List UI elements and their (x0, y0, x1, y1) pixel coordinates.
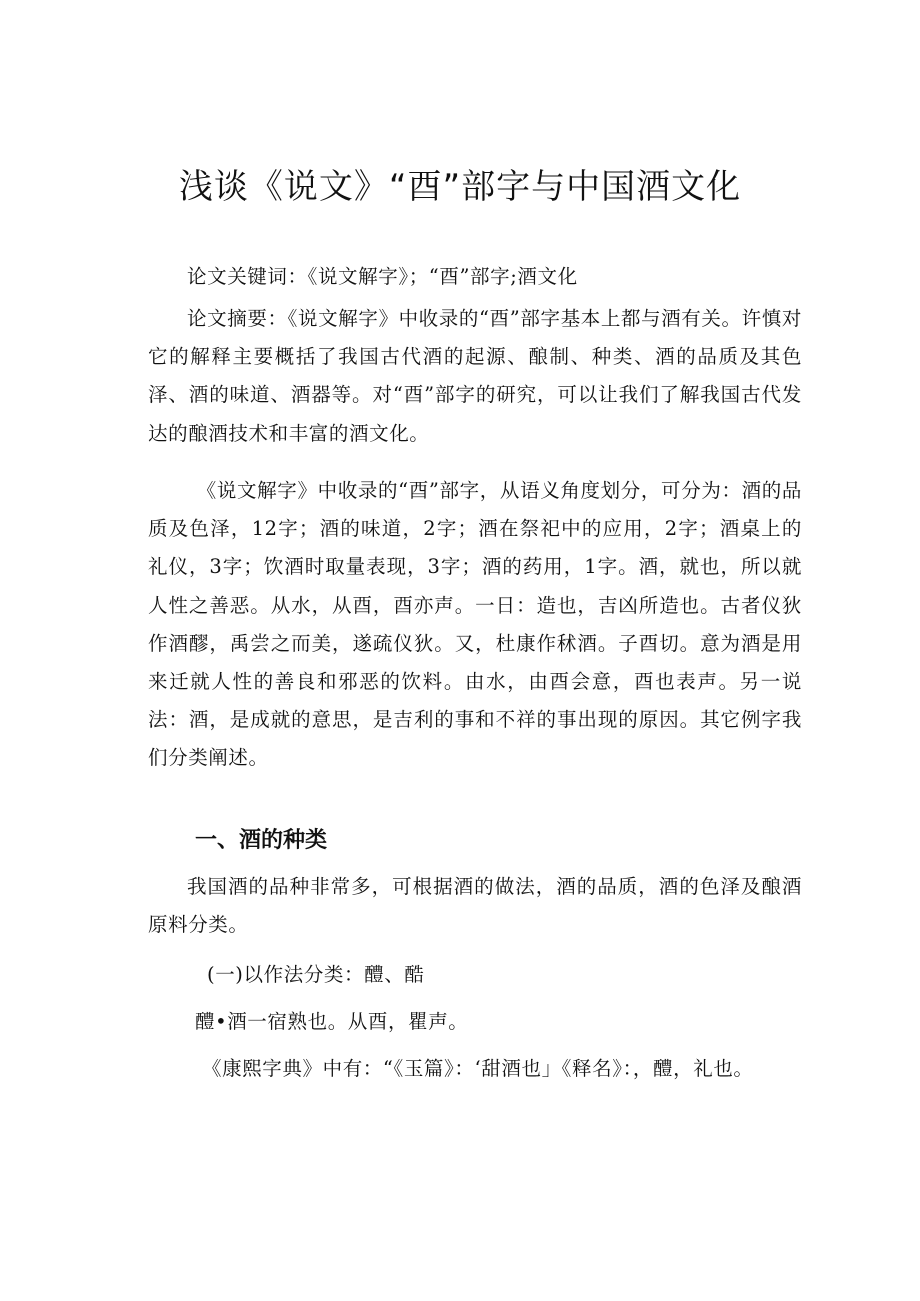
keywords-paragraph: 论文关键词：《说文解字》；“酉”部字;酒文化 (187, 265, 578, 288)
subsection-heading-by-method: (一)以作法分类：醴、酷 (207, 963, 425, 986)
document-title: 浅谈《说文》“酉”部字与中国酒文化 (178, 167, 742, 207)
kangxi-quote-line: 《康熙字典》中有：“《玉篇》：‘甜酒也」《释名》：，醴，礼也。 (202, 1057, 754, 1080)
section-heading-wine-types: 一、酒的种类 (195, 828, 328, 853)
abstract-paragraph: 论文摘要：《说文解字》中收录的“酉”部字基本上都与酒有关。许慎对它的解释主要概括了我国古代酒的起源、酿制、种类、酒的品质及其色泽、酒的味道、酒器等。对“酉”部字的研究，可以让我们了解我国古代发达的酿酒技术和丰富的酒文化。 (148, 307, 802, 445)
li-definition-line: 醴•酒一宿熟也。从酉，瞿声。 (195, 1010, 469, 1033)
section1-paragraph: 我国酒的品种非常多，可根据酒的做法，酒的品质，酒的色泽及酿酒原料分类。 (148, 875, 802, 937)
intro-paragraph: 《说文解字》中收录的“酉”部字，从语义角度划分，可分为：酒的品质及色泽，12字；酒的味道，2字；酒在祭祀中的应用，2字；酒桌上的礼仪，3字；饮酒时取量表现，3字；酒的药用，1字。酒，就也，所以就人性之善恶。从水，从酉，酉亦声。一日：造也，吉凶所造也。古者仪狄作酒醪，禹尝之而美，遂疏仪狄。又，杜康作秫酒。子酉切。意为酒是用来迁就人性的善良和邪恶的饮料。由水，由酉会意，酉也表声。另一说法：酒，是成就的意思，是吉利的事和不祥的事出现的原因。其它例字我们分类阐述。 (148, 479, 802, 770)
